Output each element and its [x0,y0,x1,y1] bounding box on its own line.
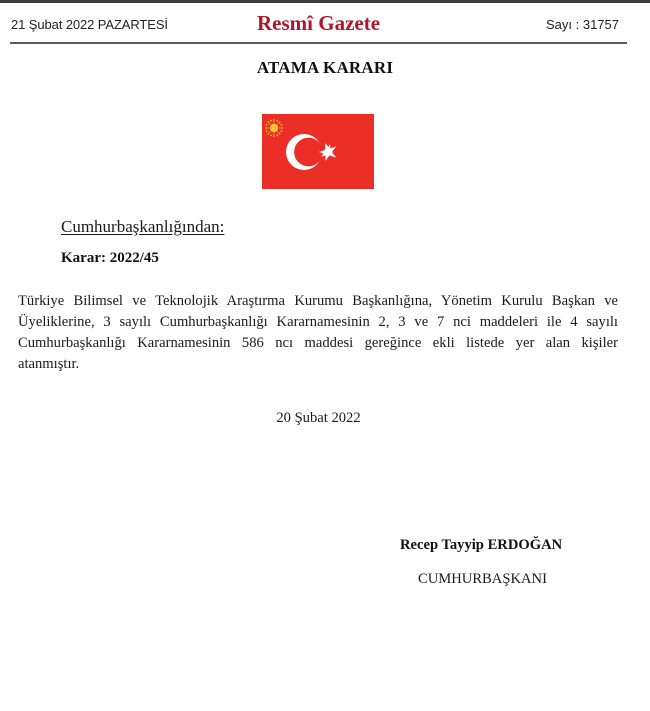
decision-number: Karar: 2022/45 [61,250,159,266]
body-line: Üyeliklerine, 3 sayılı Cumhurbaşkanlığı Kararnamesinin 2, 3 ve 7 nci maddeleri ile 4 sayılı [18,314,618,330]
signer-title: CUMHURBAŞKANI [418,571,547,587]
header-date: 21 Şubat 2022 PAZARTESİ [11,17,168,32]
body-line: Türkiye Bilimsel ve Teknolojik Araştırma Kurumu Başkanlığına, Yönetim Kurulu Başkan ve [18,293,618,309]
issuing-authority: Cumhurbaşkanlığından: [61,217,225,236]
decision-date: 20 Şubat 2022 [276,410,361,426]
document-title: ATAMA KARARI [256,58,394,77]
issue-number: Sayı : 31757 [546,17,619,32]
body-line: atanmıştır. [18,356,80,372]
body-line: Cumhurbaşkanlığı Kararnamesinin 586 ncı maddesi gereğince ekli listede yer alan kişiler [18,335,618,351]
publication-title: Resmî Gazete [257,11,381,35]
header-divider [10,42,627,44]
decision-body [18,291,618,375]
gazette-header [0,3,650,44]
signer-name: Recep Tayyip ERDOĞAN [400,537,563,553]
turkish-presidential-flag-icon [262,114,374,189]
